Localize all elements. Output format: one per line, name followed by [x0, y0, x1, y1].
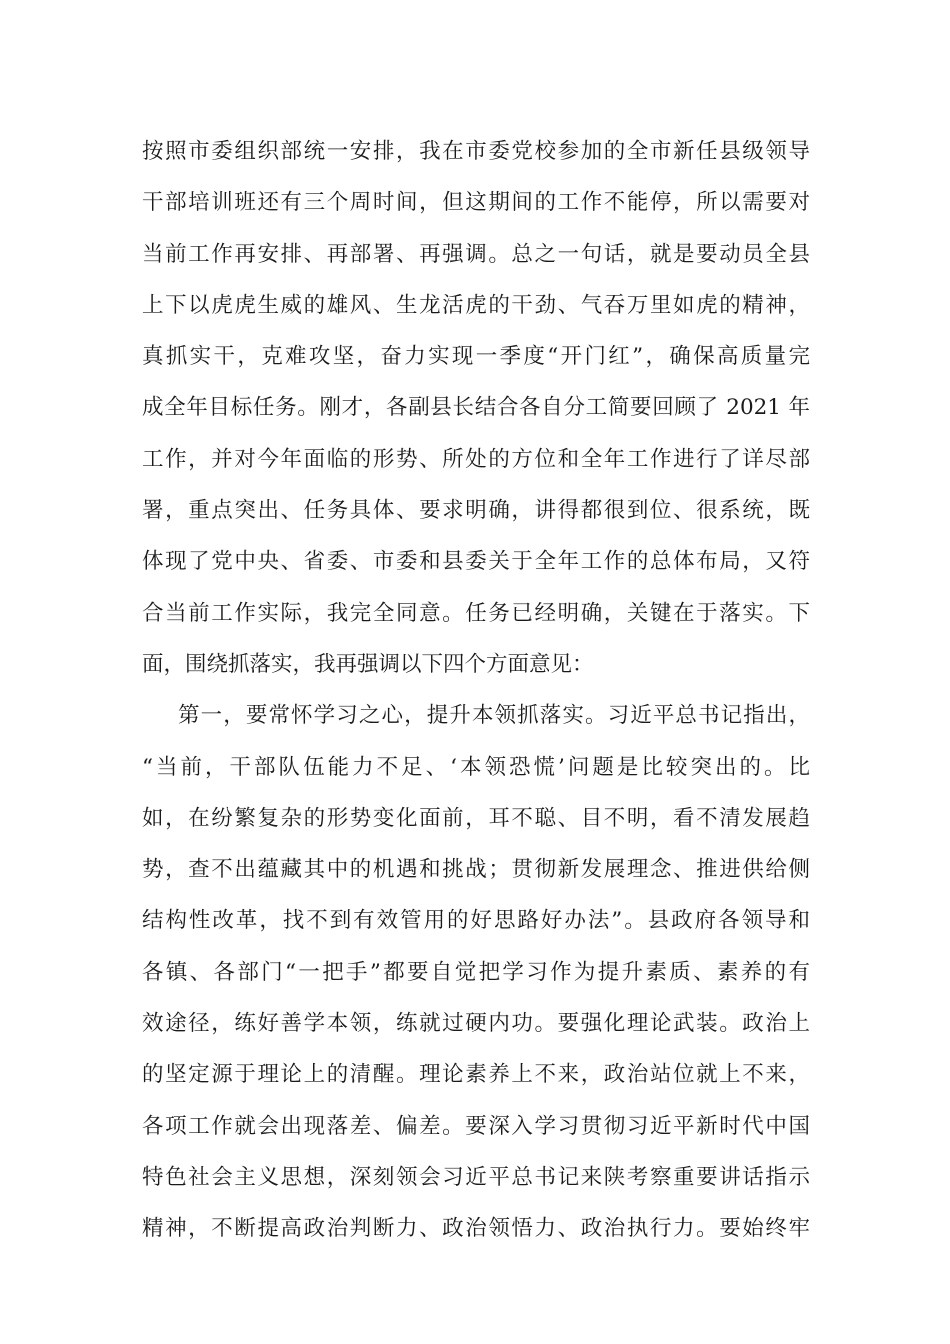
paragraph-heading-line: 第一，要常怀学习之心，提升本领抓落实。习近平总书记指出， [178, 703, 810, 729]
text-line: 结构性改革，找不到有效管用的好思路好办法”。县政府各领导和 [142, 908, 810, 934]
text-line: 面，围绕抓落实，我再强调以下四个方面意见： [142, 651, 594, 677]
text-line: 成全年目标任务。刚才，各副县长结合各自分工简要回顾了 2021 年 [142, 395, 810, 421]
text-line: 体现了党中央、省委、市委和县委关于全年工作的总体布局，又符 [142, 549, 810, 575]
text-line: “当前，干部队伍能力不足、‘本领恐慌’问题是比较突出的。比 [142, 754, 810, 780]
body-text [142, 126, 810, 1255]
text-line: 的坚定源于理论上的清醒。理论素养上不来，政治站位就上不来， [142, 1062, 810, 1088]
text-line: 当前工作再安排、再部署、再强调。总之一句话，就是要动员全县 [142, 241, 810, 267]
text-line: 工作，并对今年面临的形势、所处的方位和全年工作进行了详尽部 [142, 446, 810, 472]
text-line: 势，查不出蕴藏其中的机遇和挑战；贯彻新发展理念、推进供给侧 [142, 857, 810, 883]
text-line: 真抓实干，克难攻坚，奋力实现一季度“开门红”，确保高质量完 [142, 344, 810, 370]
text-line: 各项工作就会出现落差、偏差。要深入学习贯彻习近平新时代中国 [142, 1113, 810, 1139]
text-line: 特色社会主义思想，深刻领会习近平总书记来陕考察重要讲话指示 [142, 1164, 810, 1190]
text-line: 按照市委组织部统一安排，我在市委党校参加的全市新任县级领导 [142, 139, 810, 164]
text-line: 署，重点突出、任务具体、要求明确，讲得都很到位、很系统，既 [142, 498, 810, 524]
text-line: 精神，不断提高政治判断力、政治领悟力、政治执行力。要始终牢 [142, 1216, 810, 1242]
text-line: 合当前工作实际，我完全同意。任务已经明确，关键在于落实。下 [142, 600, 810, 626]
text-line: 效途径，练好善学本领，练就过硬内功。要强化理论武装。政治上 [142, 1011, 810, 1037]
text-line: 干部培训班还有三个周时间，但这期间的工作不能停，所以需要对 [142, 190, 810, 216]
text-line: 各镇、各部门“一把手”都要自觉把学习作为提升素质、素养的有 [142, 959, 810, 985]
text-line: 上下以虎虎生威的雄风、生龙活虎的干劲、气吞万里如虎的精神， [142, 292, 810, 318]
text-line: 如，在纷繁复杂的形势变化面前，耳不聪、目不明，看不清发展趋 [142, 805, 810, 831]
